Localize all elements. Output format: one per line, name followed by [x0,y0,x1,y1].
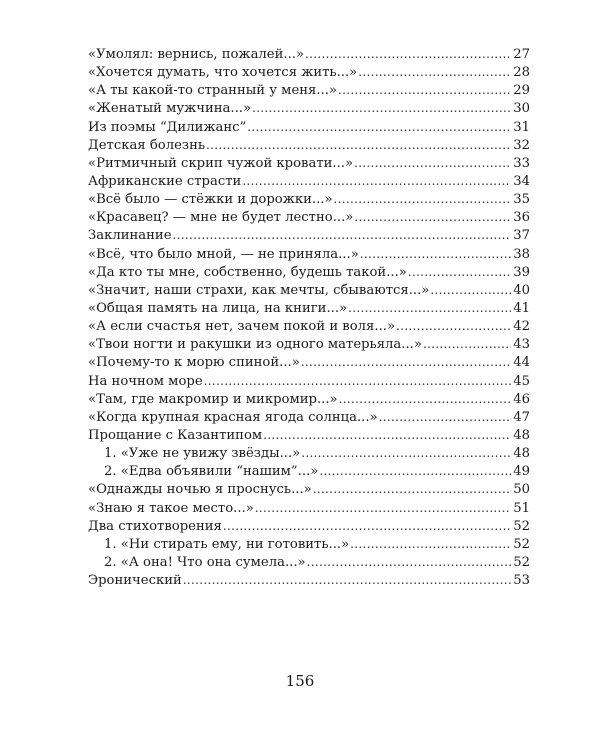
toc-entry-page: 50 [513,482,530,498]
toc-entry [88,45,530,63]
toc-entry [88,499,530,517]
toc-entry [88,390,530,408]
toc-dot-leader [223,517,511,535]
toc-entry-title: «Однажды ночью я проснусь...» [88,482,312,498]
toc-dot-leader [242,172,511,190]
toc-entry [88,462,530,480]
toc-dot-leader [430,281,511,299]
page-number: 156 [285,672,315,690]
toc-entry-page: 42 [513,319,530,335]
toc-entry-title: 1. «Ни стирать ему, ни готовить...» [104,536,350,552]
toc-entry-title: «Почему-то к морю спиной...» [88,355,300,371]
toc-entry-page: 44 [513,355,530,371]
toc-dot-leader [408,263,511,281]
toc-entry [88,299,530,317]
toc-entry-title: Прощание с Казантипом [88,427,263,443]
toc-entry [88,245,530,263]
toc-entry [88,480,530,498]
toc-dot-leader [334,190,511,208]
toc-entry-title: Два стихотворения [88,518,222,534]
toc-entry [88,517,530,535]
toc-entry-title: «А ты какой-то странный у меня...» [88,83,337,99]
toc-entry-page: 52 [513,554,530,570]
toc-dot-leader [354,154,511,172]
toc-entry-page: 43 [513,337,530,353]
toc-dot-leader [348,299,511,317]
toc-entry-page: 48 [513,446,530,462]
toc-entry [88,281,530,299]
toc-entry-page: 31 [513,119,530,135]
toc-entry-page: 34 [513,173,530,189]
toc-entry [88,136,530,154]
toc-entry [88,317,530,335]
toc-entry-page: 36 [513,210,530,226]
toc-entry-title: Африканские страсти [88,173,242,189]
toc-dot-leader [423,335,511,353]
toc-entry-title: «Значит, наши страхи, как мечты, сбываются...» [88,282,430,298]
toc-entry [88,63,530,81]
toc-entry-page: 28 [513,65,530,81]
toc-entry [88,444,530,462]
toc-dot-leader [247,118,511,136]
toc-entry-page: 51 [513,500,530,516]
toc-dot-leader [313,480,511,498]
toc-entry-page: 27 [513,47,530,62]
toc-entry [88,172,530,190]
toc-entry [88,335,530,353]
toc-dot-leader [354,208,511,226]
toc-dot-leader [204,372,511,390]
toc-entry [88,226,530,244]
toc-entry-page: 41 [513,300,530,316]
toc-dot-leader [319,462,511,480]
toc-entry [88,353,530,371]
table-of-contents [88,45,530,589]
toc-entry-page: 29 [513,83,530,99]
toc-entry [88,208,530,226]
toc-entry-page: 37 [513,228,530,244]
toc-entry [88,372,530,390]
toc-entry-page: 52 [513,518,530,534]
toc-dot-leader [252,99,511,117]
toc-dot-leader [360,245,511,263]
toc-entry-title: Заклинание [88,228,172,244]
toc-entry-page: 30 [513,101,530,117]
toc-entry [88,426,530,444]
toc-dot-leader [263,426,511,444]
toc-entry [88,118,530,136]
toc-entry-title: «Всё, что было мной, — не приняла...» [88,246,359,262]
toc-entry-page: 53 [513,573,530,589]
toc-dot-leader [305,45,511,63]
toc-entry-title: «Ритмичный скрип чужой кровати...» [88,155,354,171]
toc-entry [88,553,530,571]
toc-entry-title: «Хочется думать, что хочется жить...» [88,65,358,81]
toc-entry-title: «Умолял: вернись, пожалей...» [88,47,305,62]
toc-entry [88,81,530,99]
toc-entry-title: Из поэмы “Дилижанс” [88,119,247,135]
toc-entry-title: 2. «А она! Что она сумела...» [104,554,306,570]
toc-entry [88,99,530,117]
toc-entry-title: «А если счастья нет, зачем покой и воля...» [88,319,396,335]
toc-entry-title: «Красавец? — мне не будет лестно...» [88,210,354,226]
toc-entry [88,263,530,281]
toc-dot-leader [206,136,511,154]
toc-entry-page: 40 [513,282,530,298]
toc-entry [88,408,530,426]
toc-dot-leader [350,535,511,553]
toc-entry-page: 32 [513,137,530,153]
toc-dot-leader [301,353,511,371]
toc-entry-title: 2. «Едва объявили “нашим”...» [104,464,319,480]
toc-entry-title: «Всё было — стёжки и дорожки...» [88,192,333,208]
toc-entry-page: 52 [513,536,530,552]
toc-dot-leader [379,408,511,426]
toc-entry-title: «Твои ногти и ракушки из одного матерьяла...» [88,337,422,353]
toc-entry-title: «Знаю я такое место...» [88,500,254,516]
toc-entry-title: «Да кто ты мне, собственно, будешь такой...» [88,264,407,280]
toc-entry-page: 38 [513,246,530,262]
toc-entry-page: 48 [513,427,530,443]
toc-dot-leader [173,226,511,244]
toc-entry-title: «Там, где макромир и микромир...» [88,391,338,407]
toc-entry-title: 1. «Уже не увижу звёзды...» [104,446,301,462]
toc-entry-title: «Общая память на лица, на книги...» [88,300,348,316]
toc-entry [88,571,530,589]
toc-entry-title: На ночном море [88,373,203,389]
toc-entry [88,535,530,553]
toc-entry [88,154,530,172]
toc-entry-page: 49 [513,464,530,480]
toc-dot-leader [338,81,511,99]
toc-dot-leader [255,499,511,517]
toc-dot-leader [396,317,511,335]
toc-entry-page: 33 [513,155,530,171]
toc-entry-title: «Женатый мужчина...» [88,101,252,117]
toc-entry-title: «Когда крупная красная ягода солнца...» [88,409,378,425]
toc-entry-page: 35 [513,192,530,208]
toc-entry-page: 39 [513,264,530,280]
toc-entry-title: Детская болезнь [88,137,206,153]
toc-entry-page: 46 [513,391,530,407]
toc-dot-leader [301,444,511,462]
toc-dot-leader [307,553,511,571]
toc-entry [88,190,530,208]
toc-dot-leader [183,571,511,589]
toc-dot-leader [339,390,511,408]
toc-entry-page: 47 [513,409,530,425]
toc-dot-leader [358,63,511,81]
toc-entry-page: 45 [513,373,530,389]
toc-entry-title: Эронический [88,573,182,589]
